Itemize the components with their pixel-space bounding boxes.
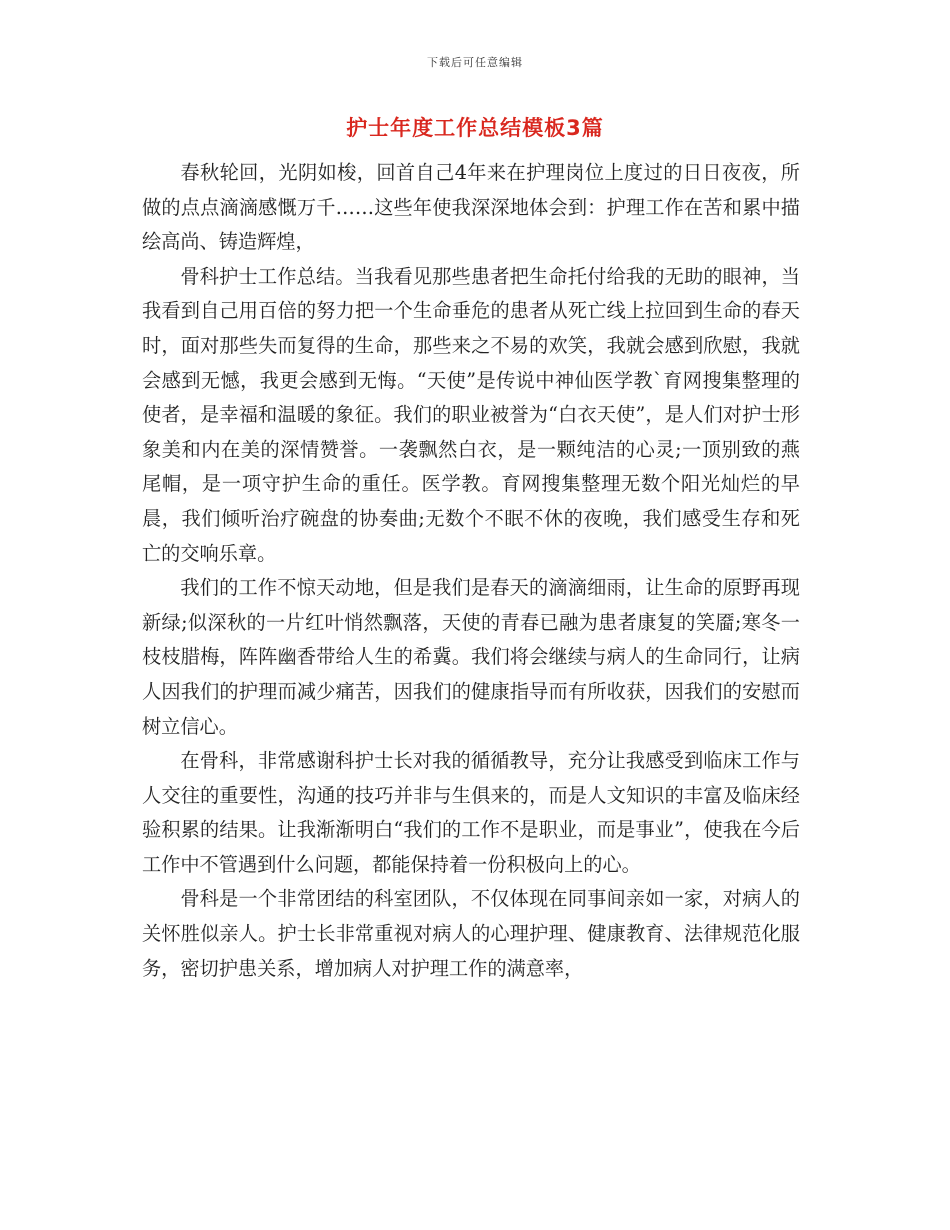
- paragraph: 骨科是一个非常团结的科室团队，不仅体现在同事间亲如一家，对病人的关怀胜似亲人。护士长非常重视对病人的心理护理、健康教育、法律规范化服务，密切护患关系，增加病人对护理工作的满意率，: [142, 887, 800, 980]
- paragraph: 在骨科，非常感谢科护士长对我的循循教导，充分让我感受到临床工作与人交往的重要性，沟通的技巧并非与生俱来的，而是人文知识的丰富及临床经验积累的结果。让我渐渐明白“我们的工作不是职业，而是事业”，使我在今后工作中不管遇到什么问题，都能保持着一份积极向上的心。: [142, 749, 800, 876]
- document-body: [142, 156, 800, 986]
- paragraph: 骨科护士工作总结。当我看见那些患者把生命托付给我的无助的眼神，当我看到自己用百倍的努力把一个生命垂危的患者从死亡线上拉回到生命的春天时，面对那些失而复得的生命，那些来之不易的欢笑，我就会感到欣慰，我就会感到无憾，我更会感到无悔。“天使”是传说中神仙医学教`育网搜集整理的使者，是幸福和温暖的象征。我们的职业被誉为“白衣天使”，是人们对护士形象美和内在美的深情赞誉。一袭飘然白衣，是一颗纯洁的心灵;一顶别致的燕尾帽，是一项守护生命的重任。医学教。育网搜集整理无数个阳光灿烂的早晨，我们倾听治疗碗盘的协奏曲;无数个不眠不休的夜晚，我们感受生存和死亡的交响乐章。: [142, 264, 800, 565]
- header-note: 下载后可任意编辑: [427, 56, 523, 69]
- document-title: 护士年度工作总结模板3篇: [346, 116, 604, 140]
- paragraph: 春秋轮回，光阴如梭，回首自己4年来在护理岗位上度过的日日夜夜，所做的点点滴滴感慨万千……这些年使我深深地体会到：护理工作在苦和累中描绘高尚、铸造辉煌，: [142, 161, 800, 254]
- paragraph: 我们的工作不惊天动地，但是我们是春天的滴滴细雨，让生命的原野再现新绿;似深秋的一片红叶悄然飘落，天使的青春已融为患者康复的笑靥;寒冬一枝枝腊梅，阵阵幽香带给人生的希冀。我们将会继续与病人的生命同行，让病人因我们的护理而减少痛苦，因我们的健康指导而有所收获，因我们的安慰而树立信心。: [142, 576, 800, 738]
